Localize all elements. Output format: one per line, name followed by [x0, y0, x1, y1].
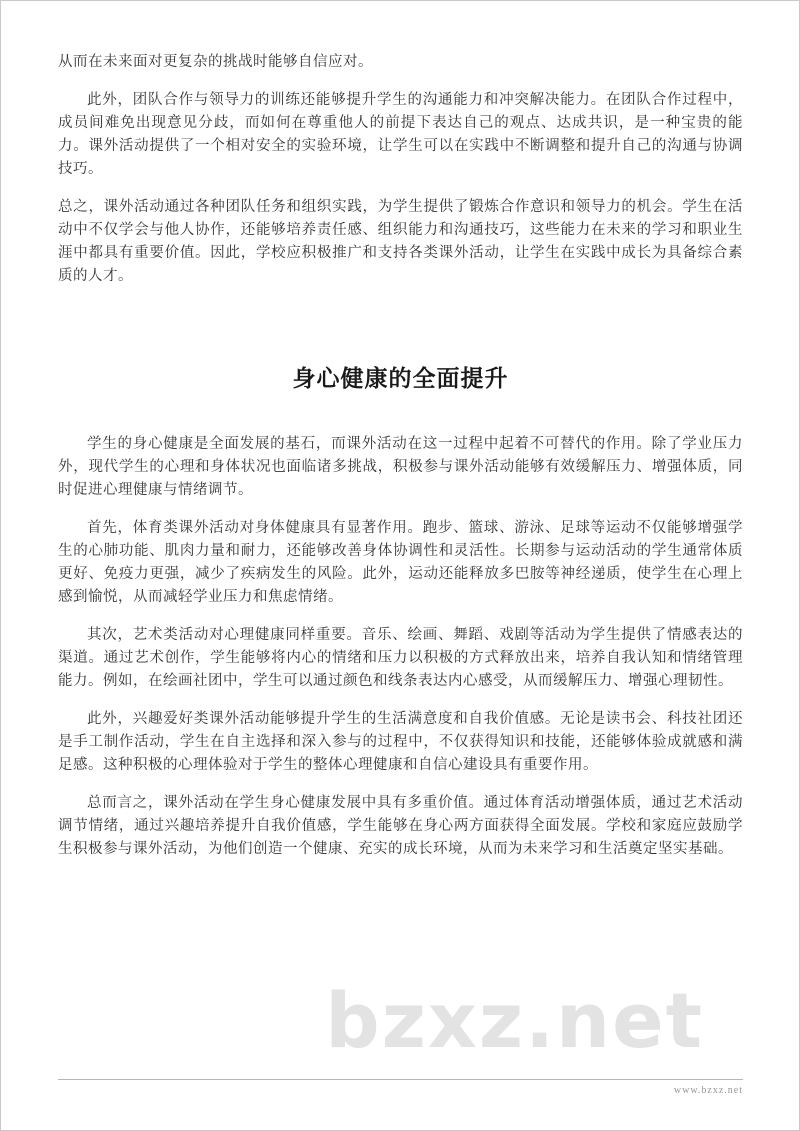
paragraph-continuation: 从而在未来面对更复杂的挑战时能够自信应对。 — [58, 54, 373, 70]
paragraph: 此外，兴趣爱好类课外活动能够提升学生的生活满意度和自我价值感。无论是读书会、科技社团还是手工制作活动，学生在自主选择和深入参与的过程中，不仅获得知识和技能，还能够体验成就感和满足感。这种积极的心理体验对于学生的整体心理健康和自信心建设具有重要作用。 — [58, 711, 743, 773]
paragraph: 总而言之，课外活动在学生身心健康发展中具有多重价值。通过体育活动增强体质，通过艺术活动调节情绪，通过兴趣培养提升自我价值感，学生能够在身心两方面获得全面发展。学校和家庭应鼓励学生积极参与课外活动，为他们创造一个健康、充实的成长环境，从而为未来学习和生活奠定坚实基础。 — [58, 795, 743, 857]
page-content — [58, 51, 743, 876]
footer-url: www.bzxz.net — [673, 1085, 743, 1096]
paragraph: 此外，团队合作与领导力的训练还能够提升学生的沟通能力和冲突解决能力。在团队合作过程中，成员间难免出现意见分歧，而如何在尊重他人的前提下表达自己的观点、达成共识，是一种宝贵的能力。课外活动提供了一个相对安全的实验环境，让学生可以在实践中不断调整和提升自己的沟通与协调技巧。 — [58, 92, 743, 177]
paragraph: 首先，体育类课外活动对身体健康具有显著作用。跑步、篮球、游泳、足球等运动不仅能够增强学生的心肺功能、肌肉力量和耐力，还能够改善身体协调性和灵活性。长期参与运动活动的学生通常体质更好、免疫力更强，减少了疾病发生的风险。此外，运动还能释放多巴胺等神经递质，使学生在心理上感到愉悦，从而减轻学业压力和焦虑情绪。 — [58, 520, 743, 605]
watermark-text: bzxz.net — [325, 976, 704, 1065]
page-footer — [58, 1079, 743, 1096]
paragraph: 学生的身心健康是全面发展的基石，而课外活动在这一过程中起着不可替代的作用。除了学业压力外，现代学生的心理和身体状况也面临诸多挑战，积极参与课外活动能够有效缓解压力、增强体质，同时促进心理健康与情绪调节。 — [58, 436, 743, 498]
section-heading: 身心健康的全面提升 — [292, 366, 509, 391]
paragraph: 总之，课外活动通过各种团队任务和组织实践，为学生提供了锻炼合作意识和领导力的机会。学生在活动中不仅学会与他人协作，还能够培养责任感、组织能力和沟通技巧，这些能力在未来的学习和职业生涯中都具有重要价值。因此，学校应积极推广和支持各类课外活动，让学生在实践中成长为具备综合素质的人才。 — [58, 199, 743, 284]
footer-divider — [58, 1079, 743, 1080]
paragraph: 其次，艺术类活动对心理健康同样重要。音乐、绘画、舞蹈、戏剧等活动为学生提供了情感表达的渠道。通过艺术创作，学生能够将内心的情绪和压力以积极的方式释放出来，培养自我认知和情绪管理能力。例如，在绘画社团中，学生可以通过颜色和线条表达内心感受，从而缓解压力、增强心理韧性。 — [58, 627, 743, 689]
